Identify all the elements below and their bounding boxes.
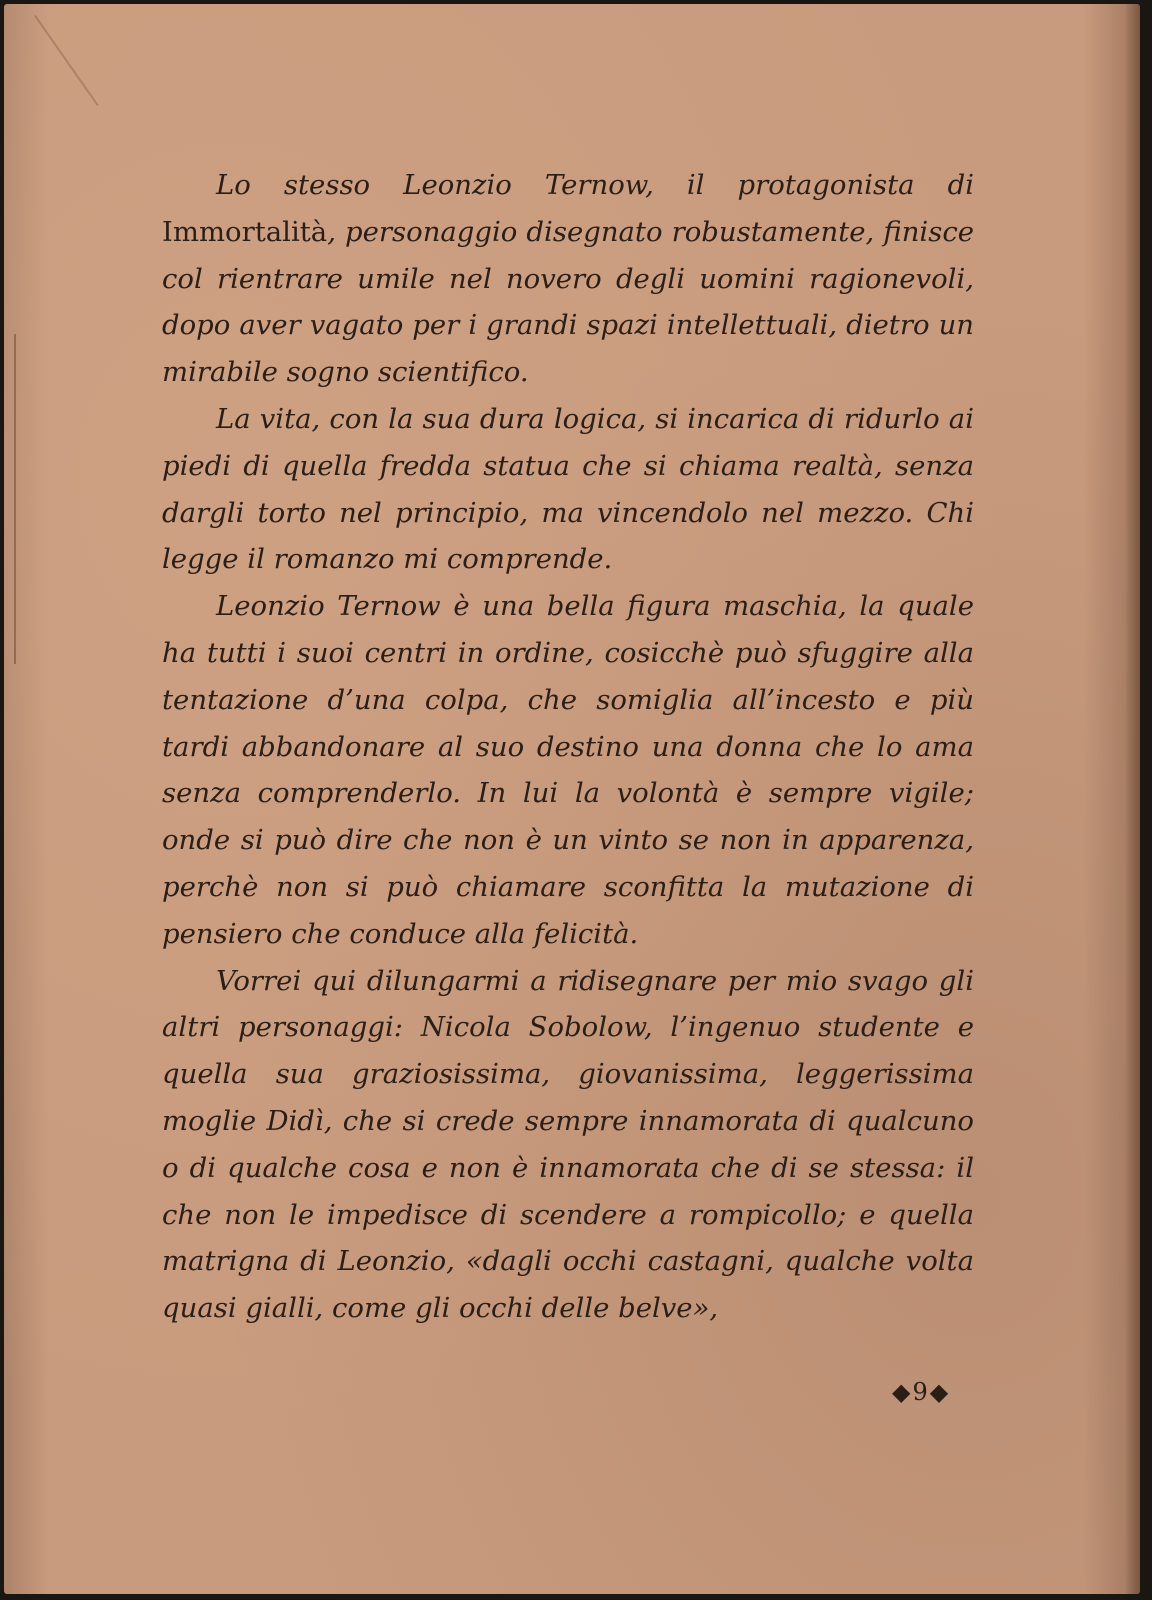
- page-number: [892, 1378, 950, 1406]
- body-text: [162, 162, 974, 1332]
- book-page: [4, 4, 1140, 1594]
- paragraph-4: Vorrei qui dilungarmi a ridisegnare per mio svago gli altri personaggi: Nicola Sobolow, l’ingenuo studente e quella sua graziosissima, giovanissima, leggerissima moglie Didì, che si crede sempre innamorata di qualcuno o di qualche cosa e non è innamorata che di se stessa: il che non le impedisce di scendere a rompicollo; e quella matrigna di Leonzio, «dagli occhi castagni, qualche volta quasi gialli, come gli occhi delle belve»,: [162, 964, 974, 1325]
- folio-ornament-left: ◆: [892, 1378, 913, 1406]
- paragraph-1: [162, 162, 974, 396]
- paragraph-1-before: Lo stesso Leonzio Ternow, il protagonista di: [216, 169, 974, 201]
- page-number-value: 9: [912, 1378, 930, 1406]
- paper-crease: [34, 15, 99, 106]
- paragraph-3: Leonzio Ternow è una bella figura maschia, la quale ha tutti i suoi centri in ordine, cosicchè può sfuggire alla tentazione d’una colpa, che somiglia all’incesto e più tardi abbandonare al suo destino una donna che lo ama senza comprenderlo. In lui la volontà è sempre vigile; onde si può dire che non è un vinto se non in apparenza, perchè non si può chiamare sconfitta la mutazione di pensiero che conduce alla felicità.: [162, 590, 974, 950]
- folio-ornament-right: ◆: [929, 1378, 951, 1406]
- novel-title: Immortalità: [162, 215, 328, 248]
- paragraph-1-after: , personaggio disegnato robustamente, finisce col rientrare umile nel novero degli uomini ragionevoli, dopo aver vagato per i grandi spazi intellettuali, dietro un mirabile sogno scientifico.: [162, 215, 974, 389]
- page-right-edge: [1126, 4, 1140, 1594]
- page-left-edge: [4, 334, 16, 664]
- paragraph-2: La vita, con la sua dura logica, si incarica di ridurlo ai piedi di quella fredda statua che si chiama realtà, senza dargli torto nel principio, ma vincendolo nel mezzo. Chi legge il romanzo mi comprende.: [162, 402, 974, 576]
